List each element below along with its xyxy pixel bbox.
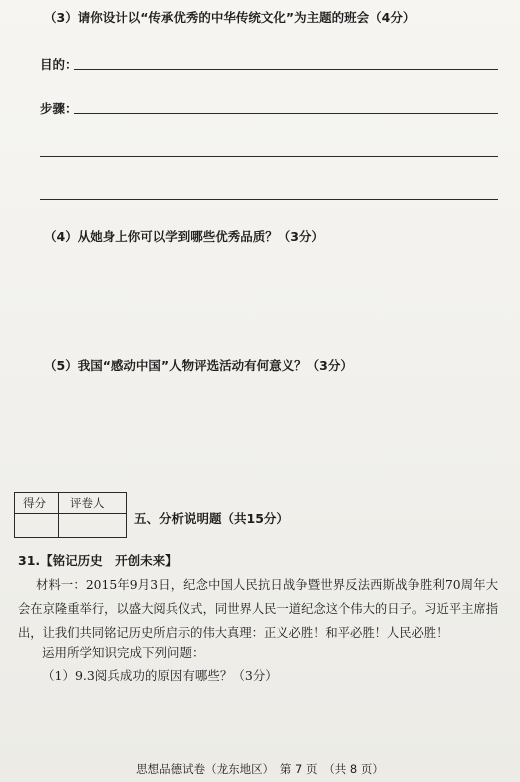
question-3-prompt: （3）请你设计以“传承优秀的中华传统文化”为主题的班会（4分） (44, 10, 416, 25)
steps-answer-line-2[interactable] (40, 156, 498, 157)
score-header: 得分 (23, 496, 46, 510)
question-31-title: 31.【铭记历史 开创未来】 (18, 553, 178, 568)
steps-label: 步骤： (40, 101, 78, 116)
question-4-answer-area[interactable] (40, 250, 498, 350)
question-4-prompt: （4）从她身上你可以学到哪些优秀品质？（3分） (44, 229, 324, 244)
score-cell[interactable] (15, 514, 58, 537)
question-31-sub-1-answer-area[interactable] (40, 690, 498, 752)
steps-answer-line-3[interactable] (40, 199, 498, 200)
question-5-answer-area[interactable] (40, 380, 498, 485)
section-5-title: 五、分析说明题（共15分） (134, 511, 289, 526)
grader-header: 评卷人 (70, 496, 105, 510)
material-one-text: 材料一：2015年9月3日，纪念中国人民抗日战争暨世界反法西斯战争胜利70周年大会在京隆重举行，以盛大阅兵仪式，同世界人民一道纪念这个伟大的日子。习近平主席指出，让我们共同铭记历史所启示的伟大真理：正义必胜！和平必胜！人民必胜！ (18, 578, 498, 640)
score-table (14, 492, 127, 538)
grader-cell[interactable] (59, 514, 126, 537)
steps-answer-line-1[interactable] (74, 113, 498, 114)
question-5-prompt: （5）我国“感动中国”人物评选活动有何意义？（3分） (44, 358, 353, 373)
purpose-label: 目的： (40, 57, 78, 72)
purpose-answer-line[interactable] (74, 69, 498, 70)
question-31-sub-1: （1）9.3阅兵成功的原因有哪些？（3分） (42, 668, 278, 683)
page-footer: 思想品德试卷（龙东地区） 第 7 页 （共 8 页） (136, 762, 384, 776)
instruction-text: 运用所学知识完成下列问题： (42, 645, 205, 660)
